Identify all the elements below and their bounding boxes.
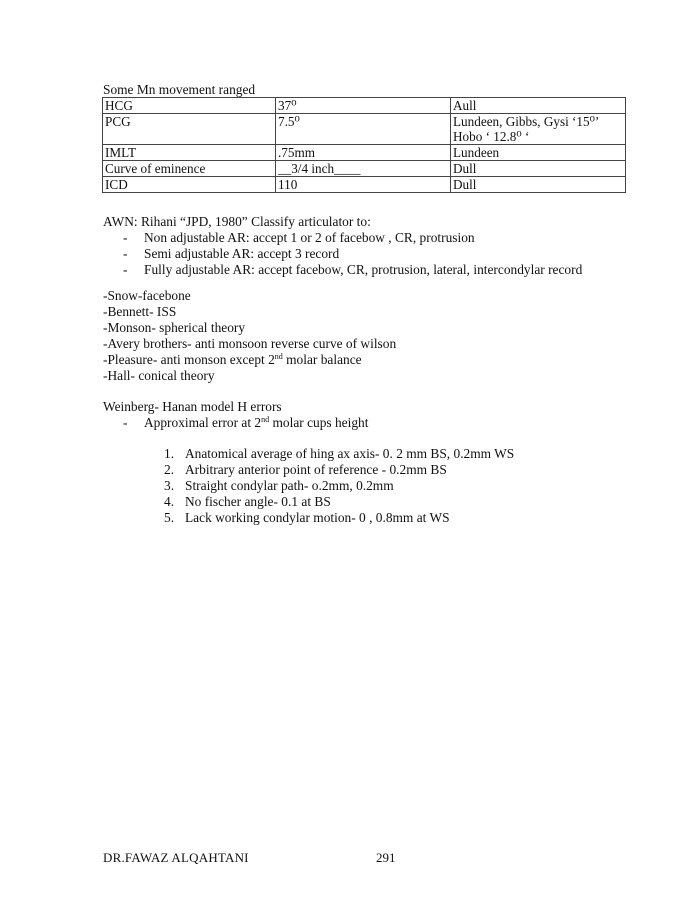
table-row: [103, 177, 626, 193]
cell-source: Dull: [451, 177, 626, 193]
item-number: 1.: [164, 446, 175, 461]
weinberg-section: [103, 399, 368, 431]
cell-name: PCG: [103, 114, 276, 145]
item-text: No fischer angle- 0.1 at BS: [185, 494, 331, 509]
item-number: 3.: [164, 478, 175, 493]
text-part: molar cups height: [269, 415, 369, 430]
cell-value: 7.5⁰: [276, 114, 451, 145]
cell-value: 37⁰: [276, 98, 451, 114]
table-row: [103, 114, 626, 145]
list-item: [164, 446, 514, 462]
list-item: -Snow-facebone: [103, 288, 191, 303]
cell-value: 110: [276, 177, 451, 193]
item-number: 5.: [164, 510, 175, 525]
cell-name: IMLT: [103, 145, 276, 161]
list-item: -Monson- spherical theory: [103, 320, 246, 335]
text-part: molar balance: [282, 352, 362, 367]
list-item: [164, 510, 514, 526]
cell-name: HCG: [103, 98, 276, 114]
cell-source: [451, 114, 626, 145]
item-text: Straight condylar path- o.2mm, 0.2mm: [185, 478, 394, 493]
list-item: - Fully adjustable AR: accept facebow, CR, protrusion, lateral, intercondylar record: [103, 262, 582, 278]
list-item: -Avery brothers- anti monsoon reverse curve of wilson: [103, 336, 397, 351]
item-text: Lack working condylar motion- 0 , 0.8mm at WS: [185, 510, 450, 525]
articulator-classification: [103, 214, 582, 278]
cell-source: Dull: [451, 161, 626, 177]
theories-list: [103, 288, 396, 384]
cell-value: .75mm: [276, 145, 451, 161]
movement-range-table: [102, 97, 626, 193]
list-item: [164, 494, 514, 510]
item-number: 2.: [164, 462, 175, 477]
list-item: -Hall- conical theory: [103, 368, 215, 383]
list-item: [164, 462, 514, 478]
cell-value: __3/4 inch____: [276, 161, 451, 177]
list-item: - Semi adjustable AR: accept 3 record: [103, 246, 582, 262]
page-number: 291: [376, 850, 396, 865]
cell-name: ICD: [103, 177, 276, 193]
ordinal-suffix: nd: [274, 352, 283, 361]
cell-source-line1: Lundeen, Gibbs, Gysi ‘15⁰’: [453, 114, 600, 129]
cell-source-line2: Hobo ‘ 12.8⁰ ‘: [453, 129, 530, 144]
table-row: [103, 98, 626, 114]
cell-source: Lundeen: [451, 145, 626, 161]
list-item: [164, 478, 514, 494]
item-text: Anatomical average of hing ax axis- 0. 2 mm BS, 0.2mm WS: [185, 446, 515, 461]
text-part: Approximal error at 2: [144, 415, 262, 430]
cell-name: Curve of eminence: [103, 161, 276, 177]
list-item: - Non adjustable AR: accept 1 or 2 of facebow , CR, protrusion: [103, 230, 582, 246]
weinberg-bullet-list: [103, 415, 368, 431]
articulator-list: [103, 230, 582, 278]
list-item: [103, 352, 396, 368]
weinberg-heading: Weinberg- Hanan model H errors: [103, 399, 282, 414]
footer-author: DR.FAWAZ ALQAHTANI: [103, 850, 249, 865]
list-item: -Bennett- ISS: [103, 304, 177, 319]
item-text: Arbitrary anterior point of reference - 0.2mm BS: [185, 462, 447, 477]
table-row: [103, 145, 626, 161]
list-item: [103, 415, 368, 431]
text-part: -Pleasure- anti monson except 2: [103, 352, 275, 367]
table-row: [103, 161, 626, 177]
table-title: Some Mn movement ranged: [103, 82, 256, 97]
item-number: 4.: [164, 494, 175, 509]
errors-list: [164, 446, 514, 526]
cell-source: Aull: [451, 98, 626, 114]
ordinal-suffix: nd: [261, 415, 270, 424]
awn-heading: AWN: Rihani “JPD, 1980” Classify articulator to:: [103, 214, 371, 229]
